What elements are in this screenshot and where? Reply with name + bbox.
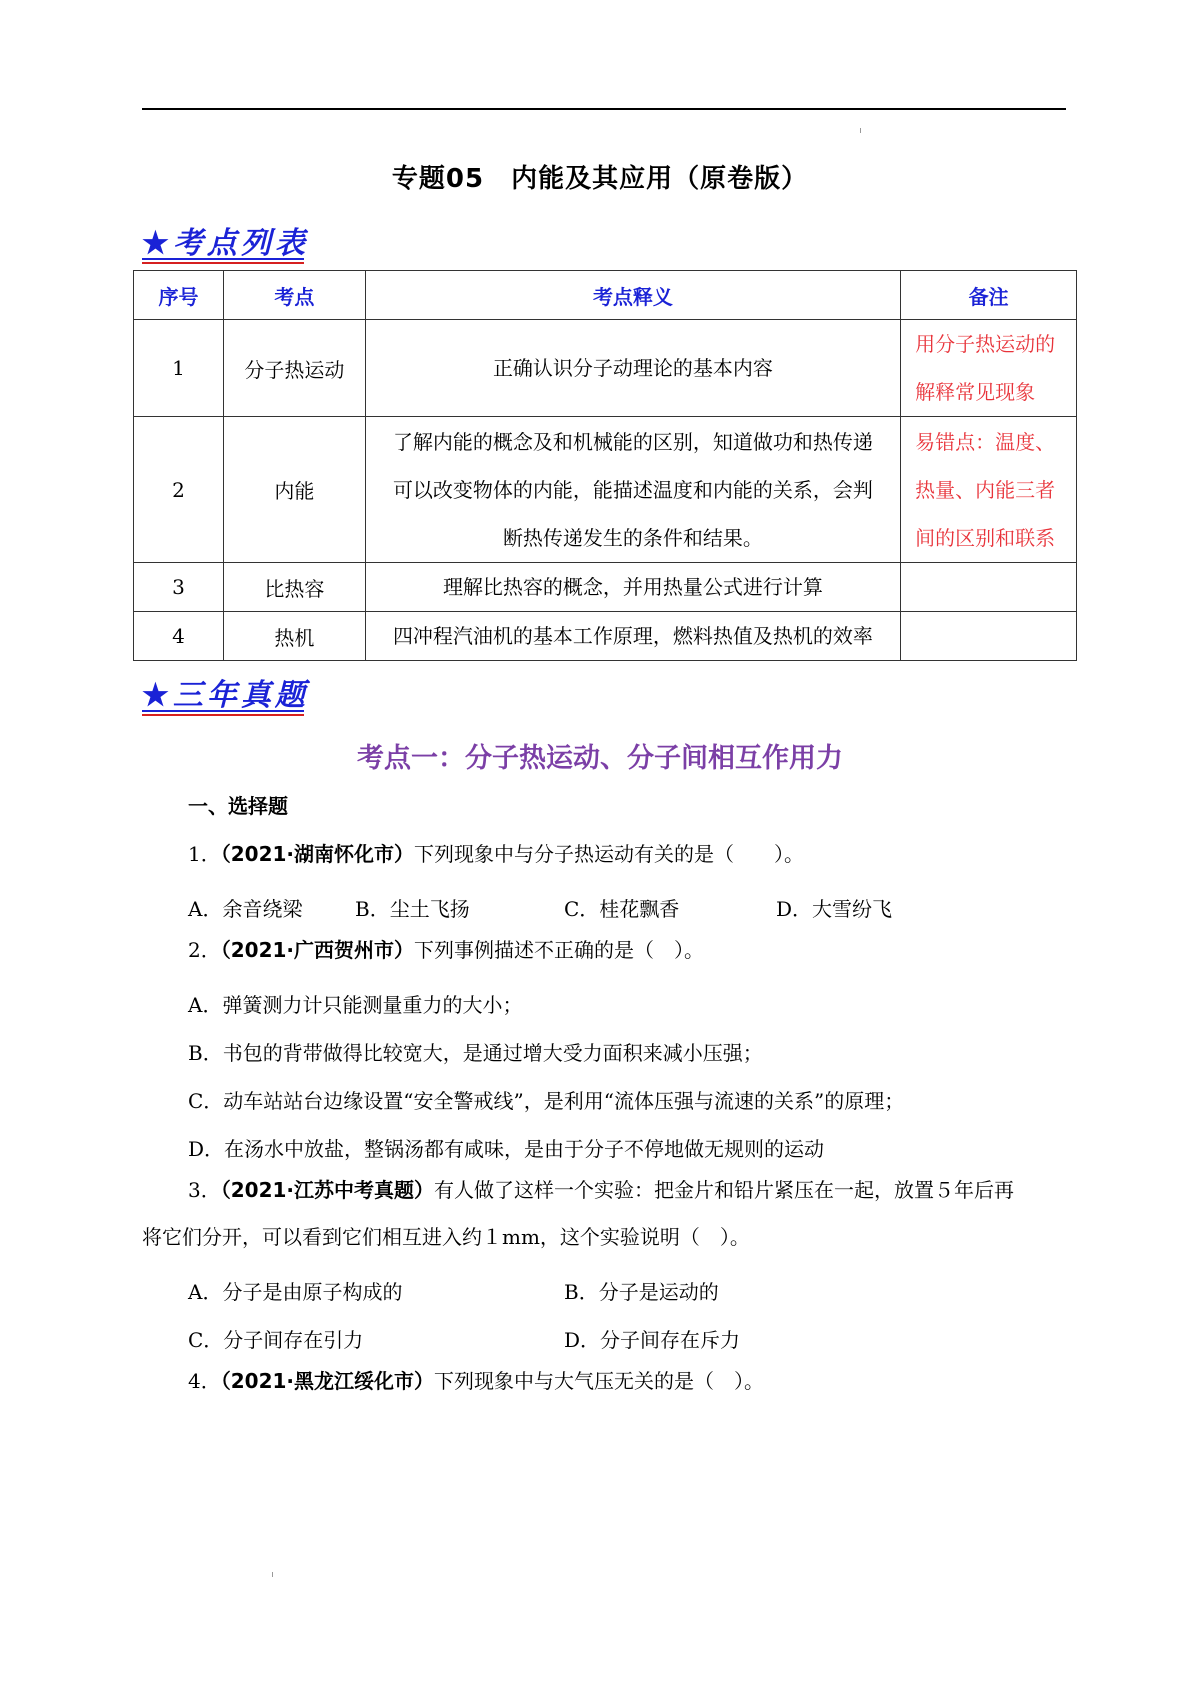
page-title: 专题05 内能及其应用（原卷版）: [391, 164, 809, 194]
row-desc: [365, 417, 900, 563]
question-source: （2021·黑龙江绥化市）: [220, 1369, 434, 1393]
option-c: C．动车站站台边缘设置“安全警戒线”，是利用“流体压强与流速的关系”的原理；: [188, 1089, 905, 1113]
table-row: [134, 320, 1077, 417]
row-note: [901, 563, 1077, 612]
desc-line: 了解内能的概念及和机械能的区别，知道做功和热传递: [392, 429, 873, 454]
desc-line: 可以改变物体的内能，能描述温度和内能的关系，会判: [392, 477, 873, 502]
desc-line: 四冲程汽油机的基本工作原理，燃料热值及热机的效率: [392, 624, 873, 648]
heading-underline: [142, 262, 304, 264]
heading-underline: [142, 714, 304, 716]
scan-mark: [272, 1572, 273, 1577]
star-icon: ★: [142, 226, 173, 261]
row-desc: [365, 612, 900, 661]
header-note: 备注: [901, 271, 1077, 320]
option-c: C．分子间存在引力: [188, 1328, 364, 1352]
question-stem: 下列现象中与大气压无关的是（ ）。: [434, 1369, 764, 1393]
option-d: D．在汤水中放盐，整锅汤都有咸味，是由于分子不停地做无规则的运动: [188, 1137, 825, 1161]
desc-line: 正确认识分子动理论的基本内容: [492, 356, 773, 380]
note-line: 易错点：温度、: [915, 429, 1056, 454]
row-note: [901, 417, 1077, 563]
question-source: （2021·广西贺州市）: [220, 938, 414, 962]
scan-mark: [860, 128, 861, 133]
row-topic: 分子热运动: [223, 320, 365, 417]
row-topic: 内能: [223, 417, 365, 563]
desc-line: 断热传递发生的条件和结果。: [502, 525, 763, 550]
question-number: 4．: [188, 1369, 221, 1393]
note-line: 用分子热运动的: [915, 332, 1056, 356]
question-number: 3．: [188, 1178, 221, 1202]
header-topic: 考点: [223, 271, 365, 320]
kaodian-table: [133, 270, 1077, 661]
section-heading-text: 三年真题: [172, 678, 309, 713]
header-num: 序号: [134, 271, 224, 320]
header-desc: 考点释义: [365, 271, 900, 320]
row-note: [901, 320, 1077, 417]
question-number: 1．: [188, 842, 221, 866]
question-stem: 有人做了这样一个实验：把金片和铅片紧压在一起，放置５年后再: [434, 1178, 1014, 1202]
row-topic: 热机: [223, 612, 365, 661]
question-source: （2021·湖南怀化市）: [220, 842, 414, 866]
part-heading: 一、选择题: [188, 794, 288, 818]
table-header-row: [134, 271, 1077, 320]
row-num: 1: [134, 320, 224, 417]
option-b: B．尘土飞扬: [355, 897, 470, 921]
row-num: 3: [134, 563, 224, 612]
question-4: [188, 1357, 764, 1405]
kaodian-heading: 考点一：分子热运动、分子间相互作用力: [357, 743, 843, 774]
top-rule: [142, 108, 1066, 110]
option-b: B．书包的背带做得比较宽大，是通过增大受力面积来减小压强；: [188, 1041, 763, 1065]
table-row: [134, 612, 1077, 661]
note-line: 解释常见现象: [915, 380, 1036, 404]
row-desc: [365, 563, 900, 612]
option-b: B．分子是运动的: [564, 1280, 719, 1304]
question-2: [188, 926, 704, 974]
option-a: A．分子是由原子构成的: [188, 1280, 403, 1304]
row-note: [901, 612, 1077, 661]
heading-underline: [142, 258, 304, 260]
question-3: [188, 1166, 1014, 1214]
question-1: [188, 830, 804, 878]
question-stem-cont: 将它们分开，可以看到它们相互进入约１mm，这个实验说明（ ）。: [142, 1225, 750, 1249]
question-number: 2．: [188, 938, 221, 962]
star-icon: ★: [142, 678, 173, 713]
row-num: 2: [134, 417, 224, 563]
table-row: [134, 563, 1077, 612]
option-c: C．桂花飘香: [564, 897, 680, 921]
question-source: （2021·江苏中考真题）: [220, 1178, 434, 1202]
section-heading-kaodian-list: [142, 218, 309, 262]
table-row: [134, 417, 1077, 563]
note-line: 热量、内能三者: [915, 477, 1056, 502]
row-desc: [365, 320, 900, 417]
question-stem: 下列现象中与分子热运动有关的是（ ）。: [414, 842, 804, 866]
option-a: A．余音绕梁: [188, 897, 303, 921]
option-a: A．弹簧测力计只能测量重力的大小；: [188, 993, 523, 1017]
row-num: 4: [134, 612, 224, 661]
option-d: D．分子间存在斥力: [564, 1328, 741, 1352]
heading-underline: [142, 710, 304, 712]
row-topic: 比热容: [223, 563, 365, 612]
desc-line: 理解比热容的概念，并用热量公式进行计算: [442, 575, 823, 599]
section-heading-three-years: [142, 670, 309, 714]
question-stem: 下列事例描述不正确的是（ ）。: [414, 938, 704, 962]
section-heading-text: 考点列表: [172, 226, 309, 261]
note-line: 间的区别和联系: [915, 525, 1056, 550]
option-d: D．大雪纷飞: [776, 897, 893, 921]
